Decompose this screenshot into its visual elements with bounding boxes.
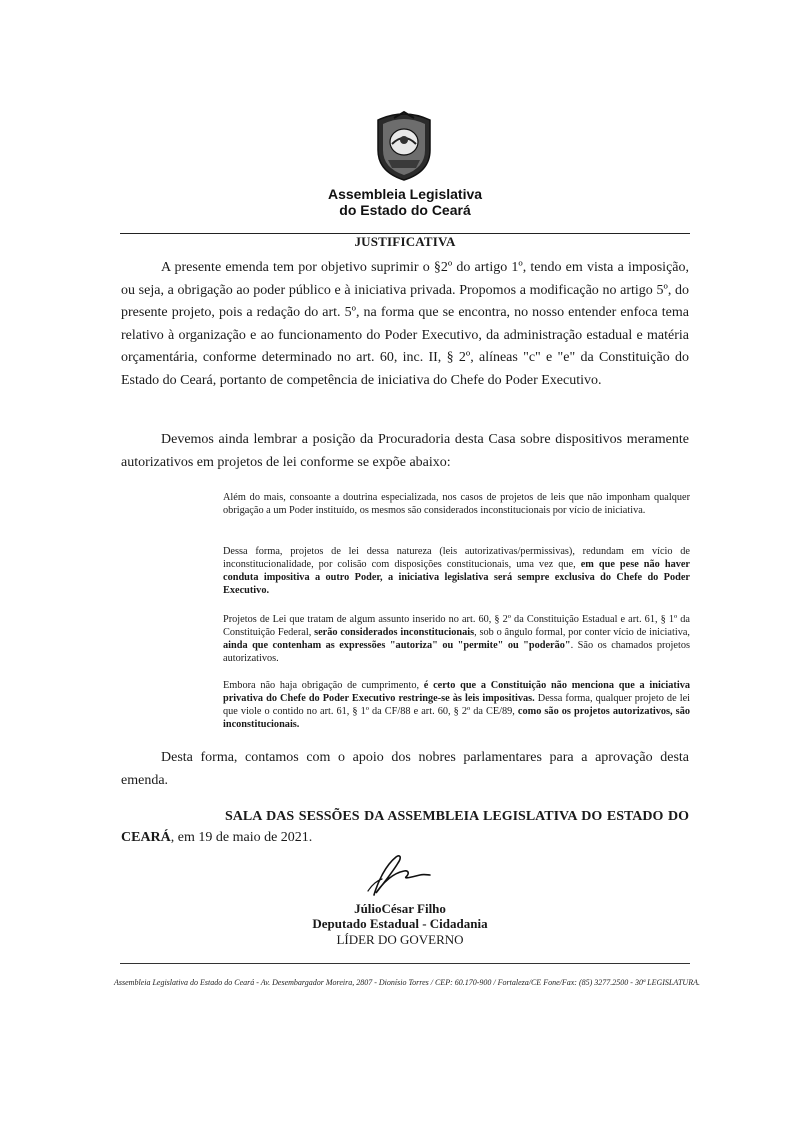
state-coat-of-arms-icon	[372, 110, 436, 182]
quote-4-text-a: Embora não haja obrigação de cumprimento,	[223, 680, 424, 691]
quote-3-text-a: Projetos de Lei que tratam de algum assunto inserido no art. 60, § 2º da Constituição Estadual e art. 61, § 1º da Constituição Federal,	[223, 614, 690, 638]
quote-3	[223, 613, 690, 665]
footer-address: Assembleia Legislativa do Estado do Ceará - Av. Desembargador Moreira, 2807 - Dionísio Torres / CEP: 60.170-900 / Fortaleza/CE Fone/Fax: (85) 3277.2500 - 30ª LEGISLATURA.	[114, 978, 700, 987]
signer-role: Deputado Estadual - Cidadania	[312, 916, 488, 931]
footer-divider	[120, 963, 690, 964]
quote-4-text-b: Dessa forma, qualquer projeto de lei que viole o contido no art. 61, § 1º da CF/88 e art. 60, § 2º da CE/89,	[223, 693, 690, 717]
paragraph-1	[121, 257, 689, 392]
section-title: JUSTIFICATIVA	[354, 234, 456, 249]
paragraph-2	[121, 429, 689, 474]
quote-3-emphasis-a: serão considerados inconstitucionais	[314, 627, 475, 638]
quote-1-text: Além do mais, consoante a doutrina especializada, nos casos de projetos de leis que não imponham qualquer obrigação a um Poder instituído, os mesmos são considerados inconstitucionais por vício de iniciativa.	[223, 492, 690, 516]
quote-3-emphasis-b: ainda que contenham as expressões "autoriza" ou "permite" ou "poderão"	[223, 640, 571, 651]
paragraph-2-text: Devemos ainda lembrar a posição da Procuradoria desta Casa sobre dispositivos meramente autorizativos em projetos de lei conforme se expõe abaixo:	[121, 432, 689, 470]
quote-2-text: Dessa forma, projetos de lei dessa natureza (leis autorizativas/permissivas), redundam em vício de inconstitucionalidade, por colisão com disposições constitucionais, uma vez que,	[223, 546, 690, 570]
quote-2-emphasis: em que pese não haver conduta impositiva a outro Poder, a iniciativa legislativa será sempre exclusiva do Chefe do Poder Executivo.	[223, 559, 691, 596]
quote-1	[223, 491, 690, 517]
quote-4	[223, 679, 690, 731]
organization-name-line1: Assembleia Legislativa	[327, 186, 483, 202]
closing-date: , em 19 de maio de 2021.	[170, 830, 313, 845]
paragraph-3	[121, 747, 689, 792]
paragraph-1-text: A presente emenda tem por objetivo suprimir o §2º do artigo 1º, tendo em vista a imposição, ou seja, a obrigação ao poder público e à iniciativa privada. Propomos a modificação no artigo 5º, do presente projeto, pois a redação do art. 5º, na forma que se encontra, no nosso entender enfoca tema relativo à organização e ao funcionamento do Poder Executivo, da administração estadual e matéria orçamentária, conforme determinado no art. 60, inc. II, § 2º, alíneas "c" e "e" da Constituição do Estado do Ceará, portanto de competência de iniciativa do Chefe do Poder Executivo.	[121, 260, 689, 388]
quote-3-text-c: . São os chamados projetos autorizativos.	[223, 640, 690, 664]
closing-session-hall: SALA DAS SESSÕES DA ASSEMBLEIA LEGISLATIVA DO ESTADO DO CEARÁ	[121, 809, 689, 845]
quote-3-text-b: , sob o ângulo formal, por conter vício de iniciativa,	[474, 627, 691, 638]
signer-title: LÍDER DO GOVERNO	[336, 932, 464, 947]
paragraph-3-text: Desta forma, contamos com o apoio dos nobres parlamentares para a aprovação desta emenda.	[121, 750, 689, 788]
organization-name-line2: do Estado do Ceará	[339, 202, 471, 218]
quote-2	[223, 545, 690, 597]
signer-name: JúlioCésar Filho	[354, 901, 446, 916]
quote-4-emphasis-a: é certo que a Constituição não menciona que a iniciativa privativa do Chefe do Poder Executivo restringe-se às leis impositivas.	[223, 680, 690, 704]
quote-4-emphasis-b: como são os projetos autorizativos, são inconstitucionais.	[223, 706, 690, 730]
closing-statement	[121, 806, 689, 848]
handwritten-signature-icon	[360, 851, 432, 899]
